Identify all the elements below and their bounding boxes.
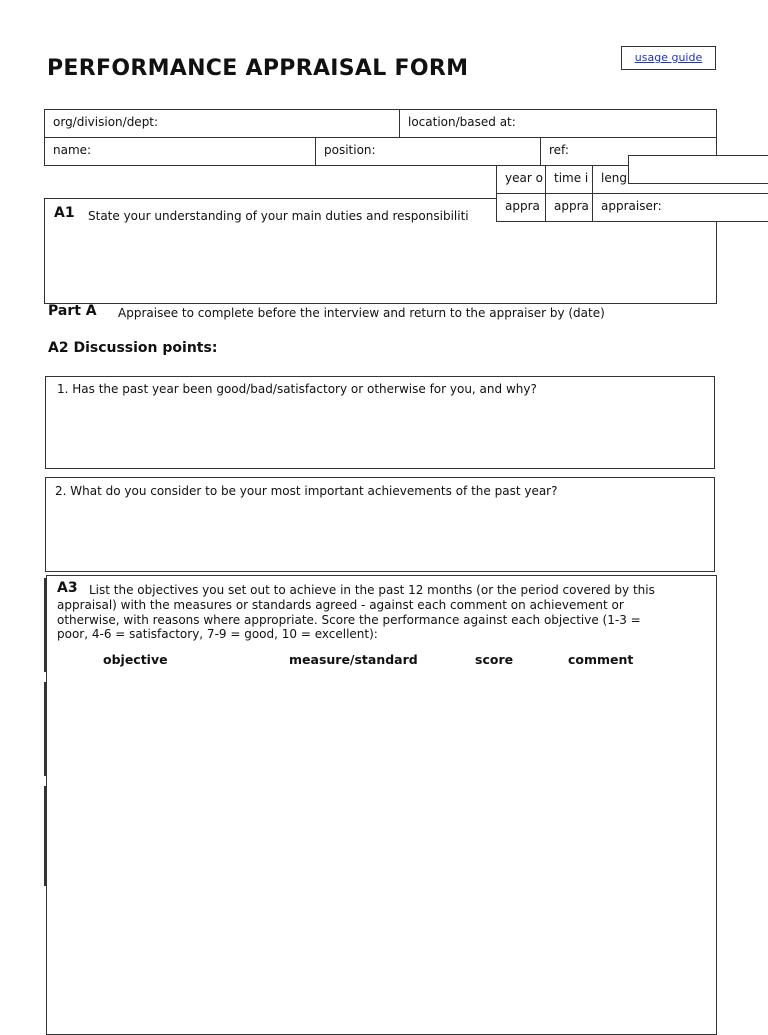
a3-text-line-4: poor, 4-6 = satisfactory, 7-9 = good, 10 = excellent): (57, 627, 378, 641)
length-field[interactable]: leng (601, 171, 627, 185)
column-header-score: score (475, 652, 514, 667)
a3-text-line-1: List the objectives you set out to achieve in the past 12 months (or the period covered by this (89, 583, 655, 597)
position-field[interactable]: position: (324, 143, 376, 157)
name-field[interactable]: name: (53, 143, 92, 157)
part-a-label: Part A (48, 303, 97, 319)
location-field[interactable]: location/based at: (408, 115, 516, 129)
a2-question-2: 2. What do you consider to be your most important achievements of the past year? (55, 484, 558, 498)
usage-guide-link[interactable]: usage guide (621, 46, 716, 70)
appraisal-field-1[interactable]: appra (505, 199, 540, 213)
a3-box[interactable] (46, 575, 717, 1035)
divider (44, 682, 46, 776)
column-header-comment: comment (568, 652, 634, 667)
column-header-objective: objective (103, 652, 168, 667)
a1-text: State your understanding of your main duties and responsibiliti (88, 209, 469, 223)
form-title: PERFORMANCE APPRAISAL FORM (47, 56, 469, 81)
org-division-dept-field[interactable]: org/division/dept: (53, 115, 159, 129)
divider (44, 786, 46, 886)
time-in-field[interactable]: time i (554, 171, 589, 185)
ref-field[interactable]: ref: (549, 143, 569, 157)
part-a-instruction: Appraisee to complete before the interview and return to the appraiser by (date) (118, 306, 605, 320)
a3-text-line-2: appraisal) with the measures or standards agreed - against each comment on achievement or (57, 598, 624, 612)
divider (44, 578, 46, 672)
appraiser-field[interactable]: appraiser: (601, 199, 662, 213)
column-header-measure: measure/standard (289, 652, 418, 667)
blank-field[interactable] (628, 155, 768, 184)
a2-question-1: 1. Has the past year been good/bad/satisfactory or otherwise for you, and why? (57, 382, 537, 396)
a2-heading: A2 Discussion points: (48, 340, 218, 356)
a3-text-line-3: otherwise, with reasons where appropriate. Score the performance against each objective (1-3 = (57, 613, 641, 627)
a3-number: A3 (57, 580, 78, 596)
a1-number: A1 (54, 205, 75, 221)
year-of-field[interactable]: year o (505, 171, 543, 185)
appraisal-field-2[interactable]: appra (554, 199, 589, 213)
